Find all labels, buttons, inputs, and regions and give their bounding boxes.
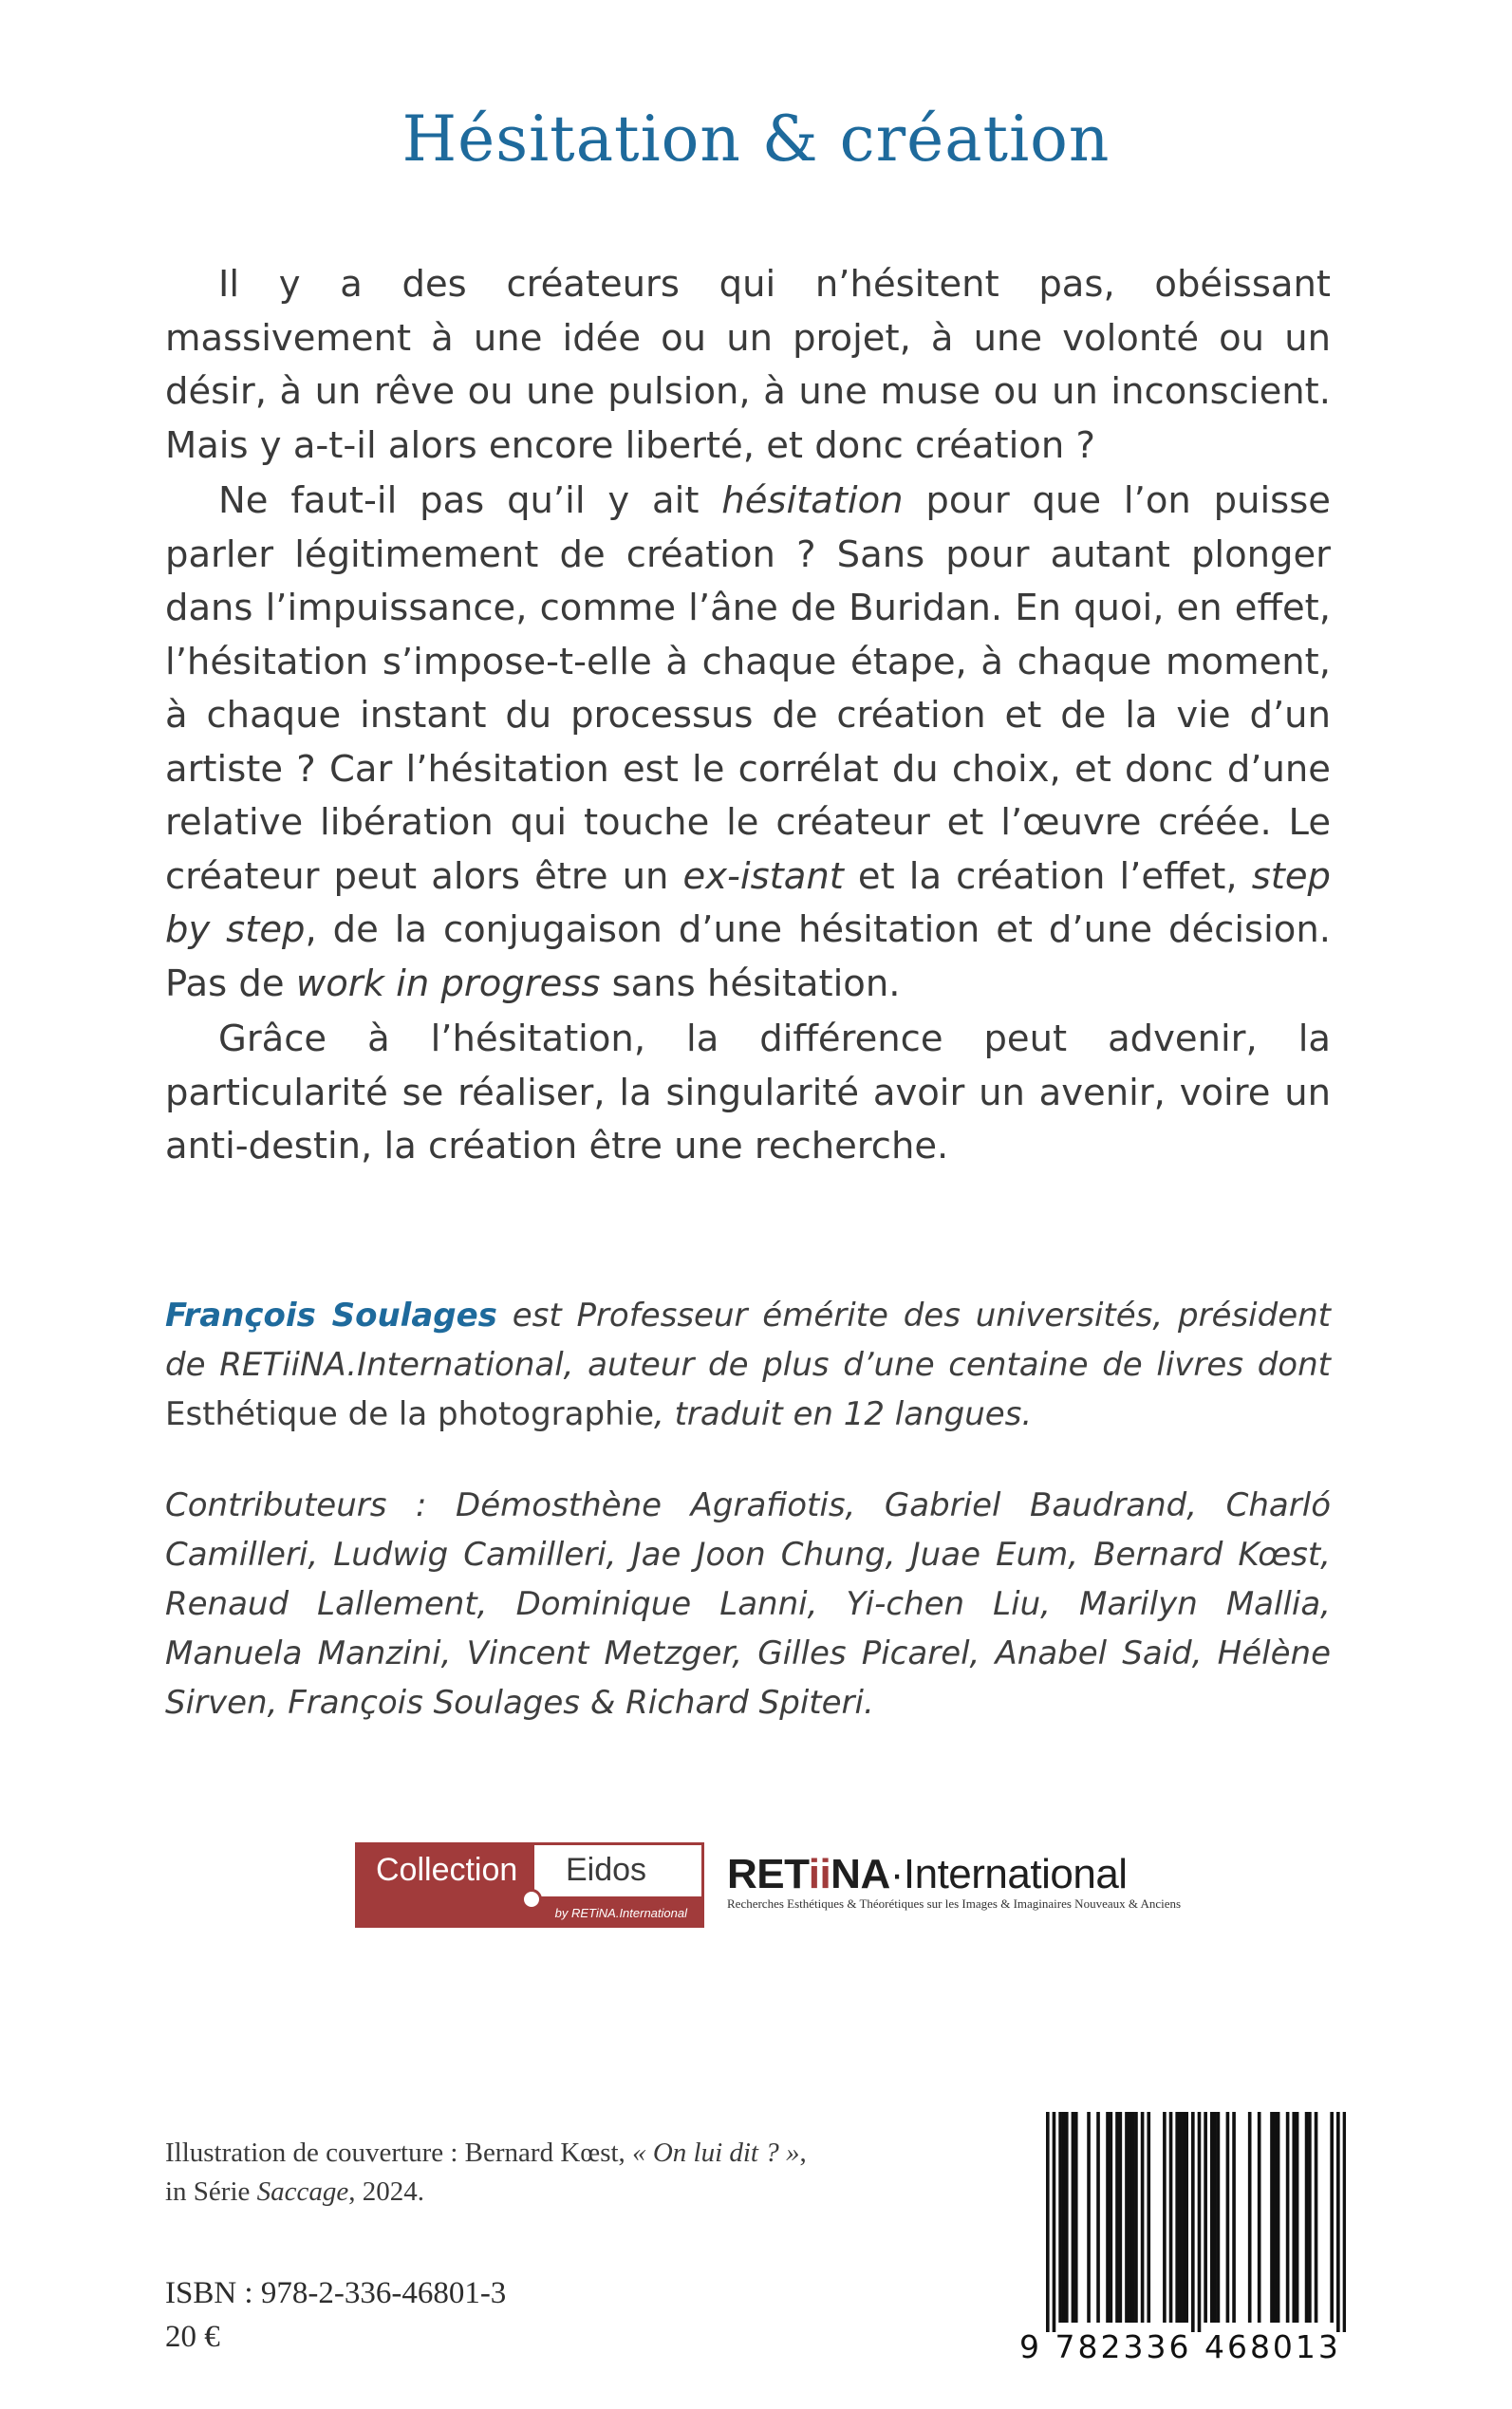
collection-eidos-logo — [355, 1842, 704, 1928]
barcode-bar — [1217, 2112, 1221, 2323]
barcode-bar — [1185, 2112, 1188, 2323]
barcode-bar — [1175, 2112, 1179, 2323]
barcode-bar — [1110, 2112, 1113, 2323]
p2-part-a: Ne faut-il pas qu’il y ait — [218, 479, 722, 522]
bio-text-2: , traduit en 12 langues. — [653, 1395, 1033, 1433]
retina-part-1: RET — [727, 1851, 809, 1897]
contributors-list — [165, 1481, 1331, 1727]
barcode-bar — [1128, 2112, 1131, 2323]
barcode-bar — [1058, 2112, 1062, 2323]
page-title: Hésitation & création — [401, 103, 1111, 176]
cover-credit — [165, 2134, 905, 2212]
barcode-bar — [1106, 2112, 1110, 2323]
p2-part-b: hésitation — [721, 479, 904, 522]
barcode-bar — [1096, 2112, 1100, 2323]
logo-dot-icon — [521, 1889, 542, 1910]
barcode-bar — [1065, 2112, 1069, 2323]
barcode-bar — [1258, 2112, 1261, 2323]
barcode-bar — [1277, 2112, 1280, 2323]
barcode-bar — [1134, 2112, 1138, 2323]
bio-book-title: Esthétique de la photographie — [165, 1395, 654, 1433]
barcode-bar — [1125, 2112, 1129, 2323]
barcode-digits: 9 782336 468013 — [1019, 2328, 1341, 2365]
p2-part-d: ex-istant — [682, 854, 844, 898]
p2-part-c: pour que l’on puisse parler légitimement de création ? Sans pour autant plonger dans l’impuissance, comme l’âne de Buridan. En quoi, en effet, l’hésitation s’impose-t-elle à chaque étape, à chaque moment, à chaque instant du processus de création et de la vie d’un artiste ? Car l’hésitation est le corrélat du choix, et donc d’une relative libération qui touche le créateur et l’œuvre créée. Le créateur peut alors être un — [165, 479, 1331, 898]
contributors-line: Manuela Manzini, Vincent Metzger, Gilles Picarel, Anabel Said, Hélène — [165, 1634, 1331, 1672]
retina-part-2: ii — [808, 1851, 831, 1897]
barcode-bar — [1305, 2112, 1309, 2323]
barcode-bar — [1119, 2112, 1123, 2323]
logo-eidos-word: Eidos — [566, 1852, 647, 1888]
barcode-bar — [1330, 2112, 1334, 2323]
credit-text: , 2024. — [348, 2176, 425, 2207]
barcode-bar — [1248, 2112, 1252, 2323]
barcode-bar — [1053, 2112, 1056, 2332]
barcode-bar — [1226, 2112, 1230, 2323]
paragraph-1: Il y a des créateurs qui n’hésitent pas, obéissant massivement à une idée ou un projet, à une volonté ou un désir, à un rêve ou une pulsion, à une muse ou un inconscient. Mais y a-t-il alors encore liberté, et donc création ? — [165, 263, 1331, 467]
bio-text-1: est Professeur émérite des universités, président de RETiiNA.International, auteur de plus d’une centaine de livres dont — [165, 1297, 1331, 1384]
barcode-bar — [1336, 2112, 1340, 2332]
retina-tagline: Recherches Esthétiques & Théorétiques sur les Images & Imaginaires Nouveaux & Anciens — [727, 1896, 1182, 1911]
barcode-bars — [1019, 2112, 1346, 2332]
back-cover-text — [165, 258, 1331, 1174]
barcode-bar — [1131, 2112, 1135, 2323]
barcode-bar — [1087, 2112, 1091, 2323]
paragraph-2 — [165, 475, 1331, 1011]
barcode-bar — [1210, 2112, 1214, 2323]
barcode-bar — [1141, 2112, 1145, 2323]
paragraph-3: Grâce à l’hésitation, la différence peut advenir, la particularité se réaliser, la singularité avoir un avenir, voire un anti-destin, la création être une recherche. — [165, 1018, 1331, 1167]
p2-part-g: , de la conjugaison d’une hésitation et d’une décision. Pas de — [165, 908, 1331, 1005]
credit-text: in Série — [165, 2176, 257, 2207]
credit-text: Illustration de couverture : Bernard Kœst, — [165, 2138, 633, 2168]
retina-part-4: ·International — [889, 1851, 1128, 1897]
p2-part-i: sans hésitation. — [600, 962, 901, 1005]
barcode-bar — [1062, 2112, 1066, 2323]
credit-line-1 — [165, 2134, 905, 2173]
barcode-bar — [1115, 2112, 1119, 2323]
isbn: ISBN : 978-2-336-46801-3 — [165, 2276, 507, 2310]
contributors-line: Renaud Lallement, Dominique Lanni, Yi-chen Liu, Marilyn Mallia, — [165, 1585, 1331, 1623]
price: 20 € — [165, 2320, 220, 2354]
barcode-bar — [1315, 2112, 1318, 2323]
barcode-bar — [1191, 2112, 1195, 2332]
contributors-line: Contributeurs : Démosthène Agrafiotis, Gabriel Baudrand, Charló — [165, 1486, 1331, 1524]
barcode-bar — [1232, 2112, 1236, 2323]
logo-collection-word: Collection — [376, 1852, 518, 1888]
retina-international-logo — [727, 1851, 1182, 1917]
barcode — [1019, 2112, 1346, 2368]
barcode-bar — [1182, 2112, 1185, 2323]
barcode-bar — [1292, 2112, 1296, 2323]
barcode-bar — [1169, 2112, 1173, 2323]
barcode-bar — [1308, 2112, 1312, 2323]
credit-text: , — [799, 2138, 807, 2168]
barcode-bar — [1198, 2112, 1202, 2332]
barcode-bar — [1286, 2112, 1290, 2323]
barcode-bar — [1204, 2112, 1207, 2323]
author-bio — [165, 1291, 1331, 1439]
barcode-bar — [1046, 2112, 1050, 2332]
barcode-bar — [1074, 2112, 1078, 2323]
credit-line-2 — [165, 2173, 905, 2212]
barcode-bar — [1343, 2112, 1346, 2332]
p2-part-h: work in progress — [295, 962, 601, 1005]
retina-part-3: NA — [831, 1851, 890, 1897]
p2-part-e: et la création l’effet, — [843, 854, 1252, 898]
barcode-bar — [1296, 2112, 1299, 2323]
barcode-bar — [1270, 2112, 1274, 2323]
credit-artwork-title: « On lui dit ? » — [632, 2138, 800, 2168]
barcode-bar — [1213, 2112, 1217, 2323]
credit-series-title: Saccage — [256, 2176, 349, 2207]
logo-byline: by RETiNA.International — [554, 1906, 687, 1920]
barcode-bar — [1147, 2112, 1150, 2323]
barcode-bar — [1273, 2112, 1277, 2323]
p2-part-f: step by step — [165, 854, 1331, 951]
retina-logo-name — [727, 1851, 1145, 1898]
barcode-bar — [1072, 2112, 1075, 2323]
author-name: François Soulages — [165, 1297, 497, 1335]
barcode-bar — [1179, 2112, 1183, 2323]
barcode-bar — [1163, 2112, 1167, 2323]
contributors-line: Camilleri, Ludwig Camilleri, Jae Joon Chung, Juae Eum, Bernard Kœst, — [165, 1536, 1331, 1574]
contributors-line: Sirven, François Soulages & Richard Spiteri. — [165, 1684, 874, 1722]
